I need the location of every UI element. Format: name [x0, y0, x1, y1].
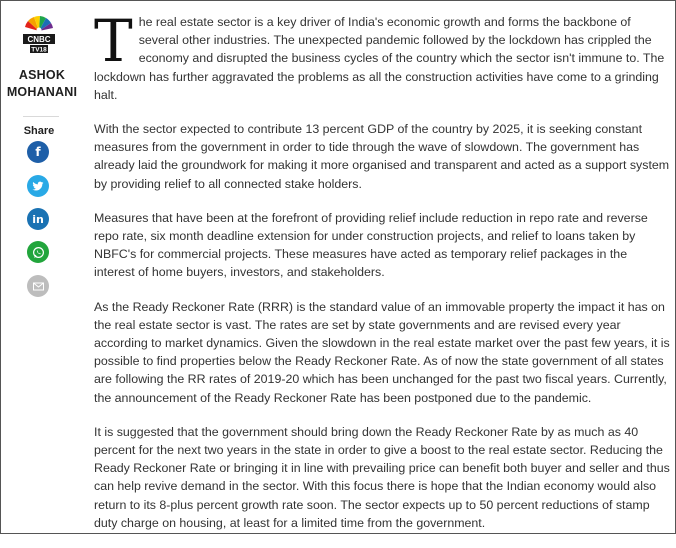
article-paragraph: With the sector expected to contribute 13 percent GDP of the country by 2025, it is seeking constant measures from the government in order to tide through the wave of slowdown. The government has already laid the groundwork for making it more organised and transparent and acted as a support system by providing relief to all connected stake holders.: [94, 122, 670, 191]
logo-text-1: CNBC: [27, 35, 51, 44]
cnbc-tv18-logo[interactable]: [19, 15, 59, 59]
share-facebook-button[interactable]: [27, 141, 49, 163]
facebook-icon: f: [35, 145, 41, 159]
drop-cap: T: [94, 7, 133, 75]
share-label: Share: [23, 125, 55, 137]
peacock-logo-icon: [19, 15, 59, 59]
author-name[interactable]: [1, 67, 83, 101]
twitter-icon: [32, 181, 44, 192]
author-first-name: ASHOK: [18, 68, 66, 82]
author-last-name: MOHANANI: [6, 85, 78, 99]
article-paragraph: Measures that have been at the forefront of providing relief include reduction in repo rate and reverse repo rate, six month deadline extension for under construction projects, and relief to loans taken by NBFC's for commercial projects. These measures have acted as temporary relief packages in the interest of home buyers, investors, and stakeholders.: [94, 210, 648, 280]
divider: [23, 116, 59, 117]
article-paragraph: As the Ready Reckoner Rate (RRR) is the standard value of an immovable property the impact it has on the real estate sector is vast. The rates are set by state governments and are revised every year according to market dynamics. Given the slowdown in the real estate market over the past few years, it is possible to find properties below the Ready Reckoner Rate. As of now the state government of all states are following the RR rates of 2019-20 which has been unchanged for the past two fiscal years. Currently, the announcement of the Ready Reckoner Rate has been postponed due to the pandemic.: [94, 299, 670, 405]
logo-text-2: TV18: [31, 46, 47, 54]
paragraph-text: he real estate sector is a key driver of India's economic growth and forms the backbone of several other industries. The unexpected pandemic followed by the lockdown has crippled the economy and disrupted the business cycles of the country which the sector isn't immune to. The lockdown has further aggravated the problems as all the construction activities have come to a grinding halt.: [94, 15, 665, 102]
article-body: [94, 7, 671, 548]
article-paragraph: [94, 7, 671, 104]
article-paragraph: It is suggested that the government should bring down the Ready Reckoner Rate by as much as 40 percent for the next two years in the state in order to give a boost to the real estate sector. Reducing the Ready Reckoner Rate or bringing it in line with prevailing price can benefit both buyer and seller and thus can help revive demand in the sector. With this focus there is hope that the Indian economy would also return to its 8-plus percent growth rate soon. The sector expects up to 50 percent reductions of stamp duty charge on housing, at least for a limited time from the government.: [94, 424, 670, 530]
share-twitter-button[interactable]: [27, 175, 49, 197]
email-icon: [33, 282, 44, 291]
share-linkedin-button[interactable]: [27, 208, 49, 230]
share-whatsapp-button[interactable]: [27, 241, 49, 263]
linkedin-icon: in: [32, 212, 44, 226]
share-email-button[interactable]: [27, 275, 49, 297]
whatsapp-icon: [32, 246, 45, 259]
